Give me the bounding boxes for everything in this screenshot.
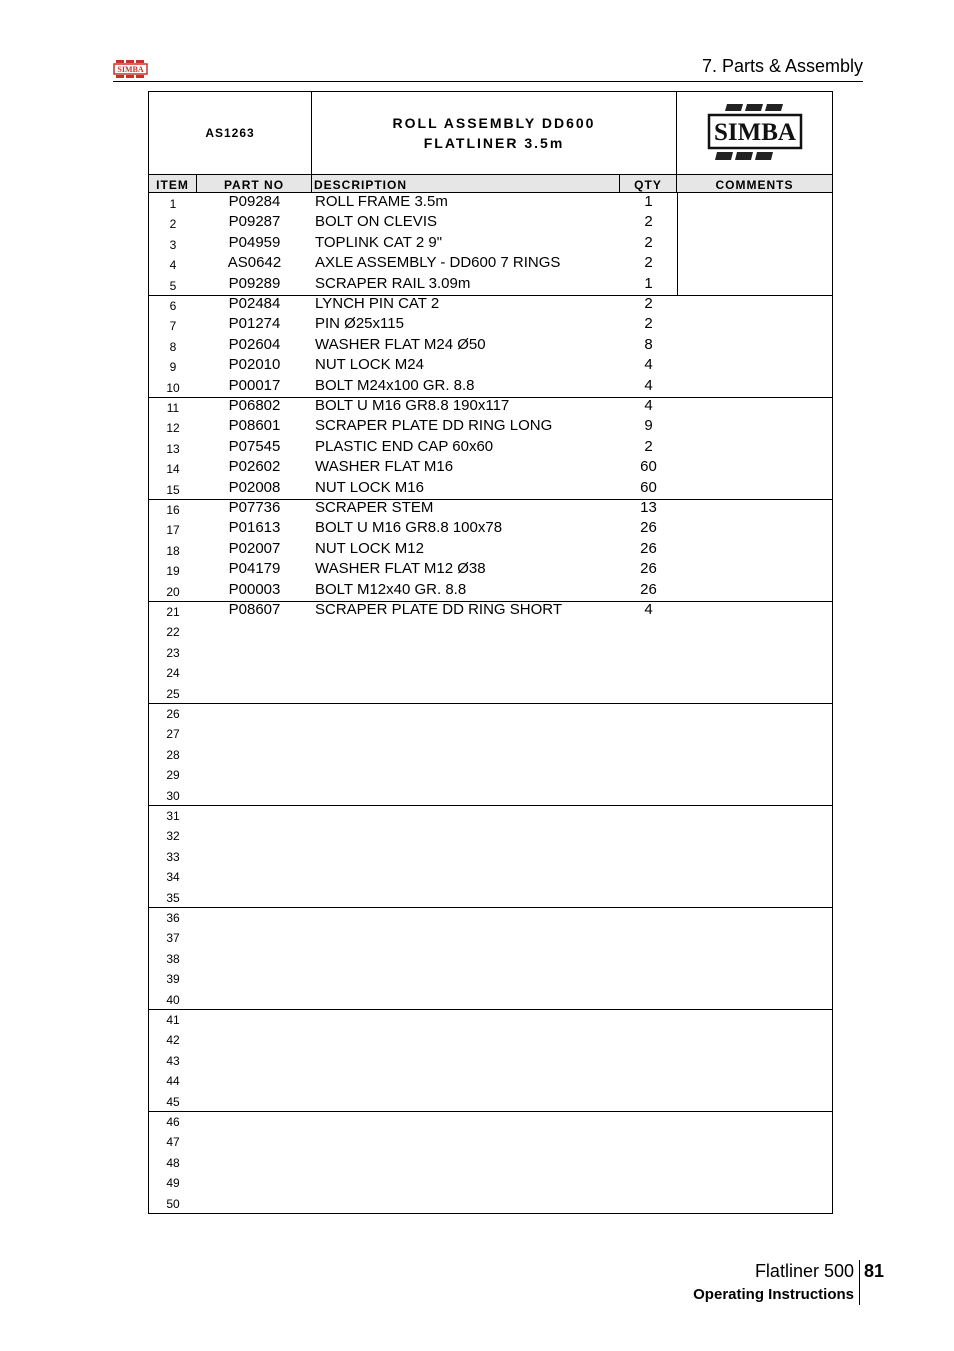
row-part-number: P04959 <box>228 233 281 251</box>
table-row <box>149 887 832 907</box>
simba-logo-icon <box>707 102 803 164</box>
table-row <box>149 295 832 315</box>
row-description: PIN Ø25x115 <box>315 315 404 333</box>
table-row <box>149 989 832 1009</box>
row-part-number: P07545 <box>228 437 281 455</box>
row-item-number: 34 <box>166 870 180 885</box>
row-item-number: 12 <box>166 421 180 436</box>
table-row <box>149 825 832 845</box>
row-part-number: P08607 <box>228 601 281 618</box>
row-part-number: P09287 <box>228 213 281 231</box>
section-title: 7. Parts & Assembly <box>701 56 863 76</box>
row-part-number: P09289 <box>228 274 281 292</box>
table-row <box>149 1091 832 1111</box>
row-part-number: P02007 <box>228 539 281 557</box>
row-item-number: 26 <box>166 707 180 721</box>
row-description: BOLT M24x100 GR. 8.8 <box>315 376 475 394</box>
row-part-number: P00017 <box>228 376 281 394</box>
row-item-number: 44 <box>166 1074 180 1089</box>
footer-product-name: Flatliner 500 <box>754 1261 854 1281</box>
table-row <box>149 907 832 927</box>
row-item-number: 2 <box>169 217 177 232</box>
row-description: WASHER FLAT M16 <box>315 458 454 476</box>
table-row <box>149 1050 832 1070</box>
row-description: SCRAPER STEM <box>315 499 434 516</box>
footer-subtitle: Operating Instructions <box>693 1286 854 1303</box>
table-row <box>149 723 832 743</box>
row-description: PLASTIC END CAP 60x60 <box>315 437 494 455</box>
table-row <box>149 581 832 601</box>
table-row <box>149 703 832 723</box>
row-quantity: 2 <box>644 213 653 231</box>
row-part-number: P09284 <box>228 193 281 210</box>
row-item-number: 36 <box>166 911 180 925</box>
row-item-number: 32 <box>166 829 180 844</box>
table-row <box>149 1111 832 1131</box>
table-row <box>149 458 832 478</box>
table-row <box>149 662 832 682</box>
row-description: SCRAPER RAIL 3.09m <box>315 274 471 292</box>
table-row <box>149 377 832 397</box>
table-row <box>149 601 832 621</box>
row-quantity: 4 <box>644 376 653 394</box>
table-row <box>149 927 832 947</box>
table-row <box>149 1172 832 1192</box>
table-row <box>149 560 832 580</box>
row-item-number: 17 <box>166 523 180 538</box>
simba-logo-cell <box>677 92 832 174</box>
table-row <box>149 785 832 805</box>
row-part-number: P07736 <box>228 499 281 516</box>
row-item-number: 3 <box>169 237 177 252</box>
row-item-number: 18 <box>166 543 180 558</box>
row-quantity: 1 <box>644 274 653 292</box>
row-quantity: 4 <box>644 397 653 414</box>
row-item-number: 22 <box>166 625 180 640</box>
table-row <box>149 642 832 662</box>
table-row <box>149 356 832 376</box>
row-quantity: 2 <box>644 437 653 455</box>
row-item-number: 28 <box>166 747 180 762</box>
row-quantity: 26 <box>640 580 657 598</box>
row-item-number: 40 <box>166 992 180 1007</box>
row-part-number: P02602 <box>228 458 281 476</box>
table-row <box>149 1070 832 1090</box>
row-description: BOLT M12x40 GR. 8.8 <box>315 580 467 598</box>
row-description: TOPLINK CAT 2 9" <box>315 233 443 251</box>
row-item-number: 29 <box>166 768 180 783</box>
row-description: BOLT U M16 GR8.8 100x78 <box>315 519 503 537</box>
table-row <box>149 805 832 825</box>
row-quantity: 2 <box>644 233 653 251</box>
table-row <box>149 948 832 968</box>
footer-divider <box>859 1260 860 1305</box>
table-row <box>149 866 832 886</box>
row-item-number: 11 <box>166 401 180 415</box>
table-row <box>149 1029 832 1049</box>
row-item-number: 43 <box>166 1053 180 1068</box>
column-header-qty: QTY <box>620 175 677 192</box>
row-description: WASHER FLAT M24 Ø50 <box>315 335 486 353</box>
parts-sheet <box>148 91 833 1214</box>
row-item-number: 13 <box>166 441 180 456</box>
table-row <box>149 213 832 233</box>
header-rule <box>113 81 863 82</box>
row-item-number: 6 <box>169 299 177 313</box>
row-part-number: P01274 <box>228 315 281 333</box>
row-description: WASHER FLAT M12 Ø38 <box>315 560 486 578</box>
row-item-number: 41 <box>166 1013 180 1027</box>
table-row <box>149 417 832 437</box>
row-item-number: 25 <box>166 686 180 701</box>
assembly-code: AS1263 <box>149 92 312 174</box>
row-quantity: 2 <box>644 254 653 272</box>
table-row <box>149 683 832 703</box>
row-item-number: 35 <box>166 890 180 905</box>
row-quantity: 2 <box>644 295 653 312</box>
row-item-number: 7 <box>169 319 177 334</box>
row-item-number: 15 <box>166 482 180 497</box>
table-row <box>149 254 832 274</box>
row-item-number: 4 <box>169 258 177 273</box>
table-row <box>149 519 832 539</box>
row-item-number: 23 <box>166 645 180 660</box>
row-item-number: 37 <box>166 931 180 946</box>
row-item-number: 49 <box>166 1176 180 1191</box>
assembly-title <box>312 92 677 174</box>
column-header-part-no: PART NO <box>197 175 312 192</box>
row-item-number: 50 <box>166 1196 180 1211</box>
table-row <box>149 846 832 866</box>
row-part-number: P04179 <box>228 560 281 578</box>
row-description: AXLE ASSEMBLY - DD600 7 RINGS <box>315 254 561 272</box>
table-row <box>149 315 832 335</box>
row-quantity: 4 <box>644 356 653 374</box>
row-item-number: 19 <box>166 564 180 579</box>
row-quantity: 60 <box>640 458 657 476</box>
table-row <box>149 968 832 988</box>
column-header-row <box>149 174 832 193</box>
table-row <box>149 764 832 784</box>
table-row <box>149 1131 832 1151</box>
row-item-number: 14 <box>166 462 180 477</box>
column-header-description: DESCRIPTION <box>312 175 620 192</box>
row-part-number: P08601 <box>228 417 281 435</box>
row-item-number: 47 <box>166 1135 180 1150</box>
row-description: LYNCH PIN CAT 2 <box>315 295 440 312</box>
row-description: NUT LOCK M12 <box>315 539 424 557</box>
row-item-number: 1 <box>169 197 177 211</box>
row-item-number: 24 <box>166 666 180 681</box>
row-part-number: P02008 <box>228 478 281 496</box>
row-quantity: 9 <box>644 417 653 435</box>
row-quantity: 26 <box>640 539 657 557</box>
row-item-number: 31 <box>166 809 180 823</box>
row-item-number: 5 <box>169 278 177 293</box>
row-item-number: 20 <box>166 584 180 599</box>
row-description: ROLL FRAME 3.5m <box>315 193 448 210</box>
table-row <box>149 621 832 641</box>
table-row <box>149 1193 832 1213</box>
row-part-number: P06802 <box>228 397 281 414</box>
table-row <box>149 438 832 458</box>
row-quantity: 60 <box>640 478 657 496</box>
row-item-number: 33 <box>166 849 180 864</box>
table-row <box>149 275 832 295</box>
row-item-number: 8 <box>169 339 177 354</box>
row-item-number: 21 <box>166 605 180 619</box>
row-description: NUT LOCK M16 <box>315 478 424 496</box>
row-item-number: 9 <box>169 360 177 375</box>
row-item-number: 38 <box>166 951 180 966</box>
row-part-number: P02484 <box>228 295 281 312</box>
row-item-number: 39 <box>166 972 180 987</box>
row-quantity: 4 <box>644 601 653 618</box>
row-item-number: 42 <box>166 1033 180 1048</box>
row-quantity: 26 <box>640 560 657 578</box>
row-quantity: 1 <box>644 193 653 210</box>
row-description: NUT LOCK M24 <box>315 356 424 374</box>
svg-text:SIMBA: SIMBA <box>713 119 796 146</box>
row-item-number: 10 <box>166 380 180 395</box>
row-item-number: 45 <box>166 1094 180 1109</box>
title-block <box>149 92 832 174</box>
table-row <box>149 234 832 254</box>
column-header-item: ITEM <box>149 175 197 192</box>
row-item-number: 16 <box>166 503 180 517</box>
row-item-number: 27 <box>166 727 180 742</box>
row-quantity: 13 <box>640 499 657 516</box>
table-row <box>149 479 832 499</box>
row-part-number: P00003 <box>228 580 281 598</box>
row-quantity: 2 <box>644 315 653 333</box>
row-quantity: 26 <box>640 519 657 537</box>
table-row <box>149 193 832 213</box>
row-description: SCRAPER PLATE DD RING LONG <box>315 417 553 435</box>
table-row <box>149 499 832 519</box>
table-row <box>149 744 832 764</box>
footer-page-number: 81 <box>864 1261 885 1281</box>
table-row <box>149 1009 832 1029</box>
row-description: SCRAPER PLATE DD RING SHORT <box>315 601 562 618</box>
assembly-title-line1: ROLL ASSEMBLY DD600 <box>392 115 596 131</box>
table-row <box>149 397 832 417</box>
column-header-comments: COMMENTS <box>715 178 794 192</box>
svg-text:SIMBA: SIMBA <box>117 65 144 74</box>
table-row <box>149 540 832 560</box>
row-part-number: P02604 <box>228 335 281 353</box>
row-item-number: 48 <box>166 1155 180 1170</box>
assembly-title-line2: FLATLINER 3.5m <box>423 135 565 151</box>
row-quantity: 8 <box>644 335 653 353</box>
simba-header-logo-icon <box>113 59 148 79</box>
row-description: BOLT ON CLEVIS <box>315 213 437 231</box>
row-part-number: P02010 <box>228 356 281 374</box>
row-item-number: 46 <box>166 1115 180 1129</box>
row-part-number: AS0642 <box>227 254 282 272</box>
row-description: BOLT U M16 GR8.8 190x117 <box>315 397 510 414</box>
table-row <box>149 1152 832 1172</box>
row-item-number: 30 <box>166 788 180 803</box>
table-row <box>149 336 832 356</box>
row-part-number: P01613 <box>228 519 281 537</box>
